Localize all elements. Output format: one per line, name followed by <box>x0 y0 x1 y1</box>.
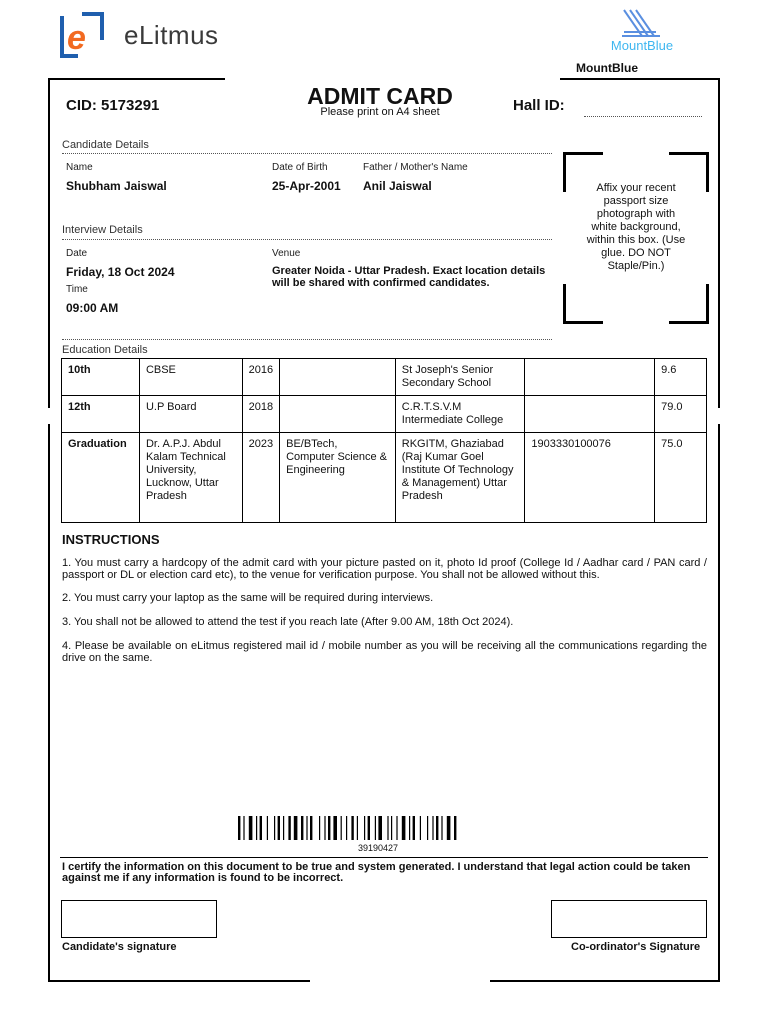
candidate-signature-label: Candidate's signature <box>62 941 177 953</box>
svg-text:e: e <box>67 19 86 57</box>
table-cell <box>525 396 655 433</box>
cid-value: CID: 5173291 <box>66 97 160 114</box>
time-label: Time <box>66 284 88 295</box>
table-cell: RKGITM, Ghaziabad (Raj Kumar Goel Institute Of Technology & Management) Uttar Pradesh <box>395 433 525 523</box>
elitmus-brand-name: eLitmus <box>124 20 219 50</box>
divider <box>60 857 708 858</box>
table-cell: BE/BTech, Computer Science & Engineering <box>280 433 396 523</box>
venue-label: Venue <box>272 248 301 259</box>
table-cell: U.P Board <box>139 396 242 433</box>
table-cell: C.R.T.S.V.M Intermediate College <box>395 396 525 433</box>
table-row <box>62 433 707 523</box>
table-cell <box>525 359 655 396</box>
interview-time: 09:00 AM <box>66 301 119 315</box>
table-cell: St Joseph's Senior Secondary School <box>395 359 525 396</box>
table-cell: 1903330100076 <box>525 433 655 523</box>
coordinator-signature-box <box>551 900 707 938</box>
table-cell: 9.6 <box>655 359 707 396</box>
table-row <box>62 359 707 396</box>
table-cell: 2023 <box>242 433 279 523</box>
table-cell: 75.0 <box>655 433 707 523</box>
instruction-item: 4. Please be available on eLitmus registered mail id / mobile number as you will be receiving all the communications regarding the drive on the same. <box>62 640 707 664</box>
table-cell: CBSE <box>139 359 242 396</box>
page-subtitle: Please print on A4 sheet <box>320 106 440 118</box>
hall-id-blank <box>584 116 702 117</box>
candidate-name: Shubham Jaiswal <box>66 179 167 193</box>
parent-name-label: Father / Mother's Name <box>363 162 468 173</box>
table-cell: Graduation <box>62 433 140 523</box>
coordinator-signature-label: Co-ordinator's Signature <box>571 941 701 953</box>
table-cell: 79.0 <box>655 396 707 433</box>
barcode-icon <box>238 816 516 840</box>
interview-details-heading: Interview Details <box>62 224 143 236</box>
interview-venue: Greater Noida - Uttar Pradesh. Exact location details will be shared with confirmed candidates. <box>272 265 546 289</box>
table-cell: Dr. A.P.J. Abdul Kalam Technical University, Lucknow, Uttar Pradesh <box>139 433 242 523</box>
table-row <box>62 396 707 433</box>
instruction-item: 2. You must carry your laptop as the same will be required during interviews. <box>62 592 434 604</box>
instruction-item: 1. You must carry a hardcopy of the admit card with your picture pasted on it, photo Id proof (College Id / Aadhar card / PAN card / passport or DL or election card etc), to the venue for verification purpose. You shall not be allowed without this. <box>62 557 707 581</box>
interview-date: Friday, 18 Oct 2024 <box>66 265 175 279</box>
table-cell: 12th <box>62 396 140 433</box>
mountblue-logo-text: MountBlue <box>610 38 674 53</box>
table-cell: 2018 <box>242 396 279 433</box>
photo-instructions: Affix your recent passport size photograph with white background, within this box. (Use glue. DO NOT Staple/Pin.) <box>586 182 686 272</box>
table-cell: 2016 <box>242 359 279 396</box>
instruction-item: 3. You shall not be allowed to attend the test if you reach late (After 9.00 AM, 18th Oct 2024). <box>62 616 514 628</box>
candidate-dob: 25-Apr-2001 <box>272 179 341 193</box>
education-details-heading: Education Details <box>62 344 148 356</box>
dob-label: Date of Birth <box>272 162 328 173</box>
education-table <box>61 358 707 523</box>
hall-id-label: Hall ID: <box>513 97 565 114</box>
divider <box>62 239 552 240</box>
name-label: Name <box>66 162 93 173</box>
instructions-heading: INSTRUCTIONS <box>62 532 160 547</box>
candidate-signature-box <box>61 900 217 938</box>
date-label: Date <box>66 248 88 259</box>
parent-name: Anil Jaiswal <box>363 179 432 193</box>
table-cell: 10th <box>62 359 140 396</box>
divider <box>62 339 552 340</box>
barcode-number: 39190427 <box>357 843 399 853</box>
candidate-details-heading: Candidate Details <box>62 139 149 151</box>
mountblue-caption: MountBlue <box>576 61 638 75</box>
page-title: ADMIT CARD <box>307 83 453 109</box>
certification-text: I certify the information on this document to be true and system generated. I understand that legal action could be taken against me if any information is found to be incorrect. <box>62 861 691 884</box>
table-cell <box>280 359 396 396</box>
table-cell <box>280 396 396 433</box>
divider <box>62 153 552 154</box>
